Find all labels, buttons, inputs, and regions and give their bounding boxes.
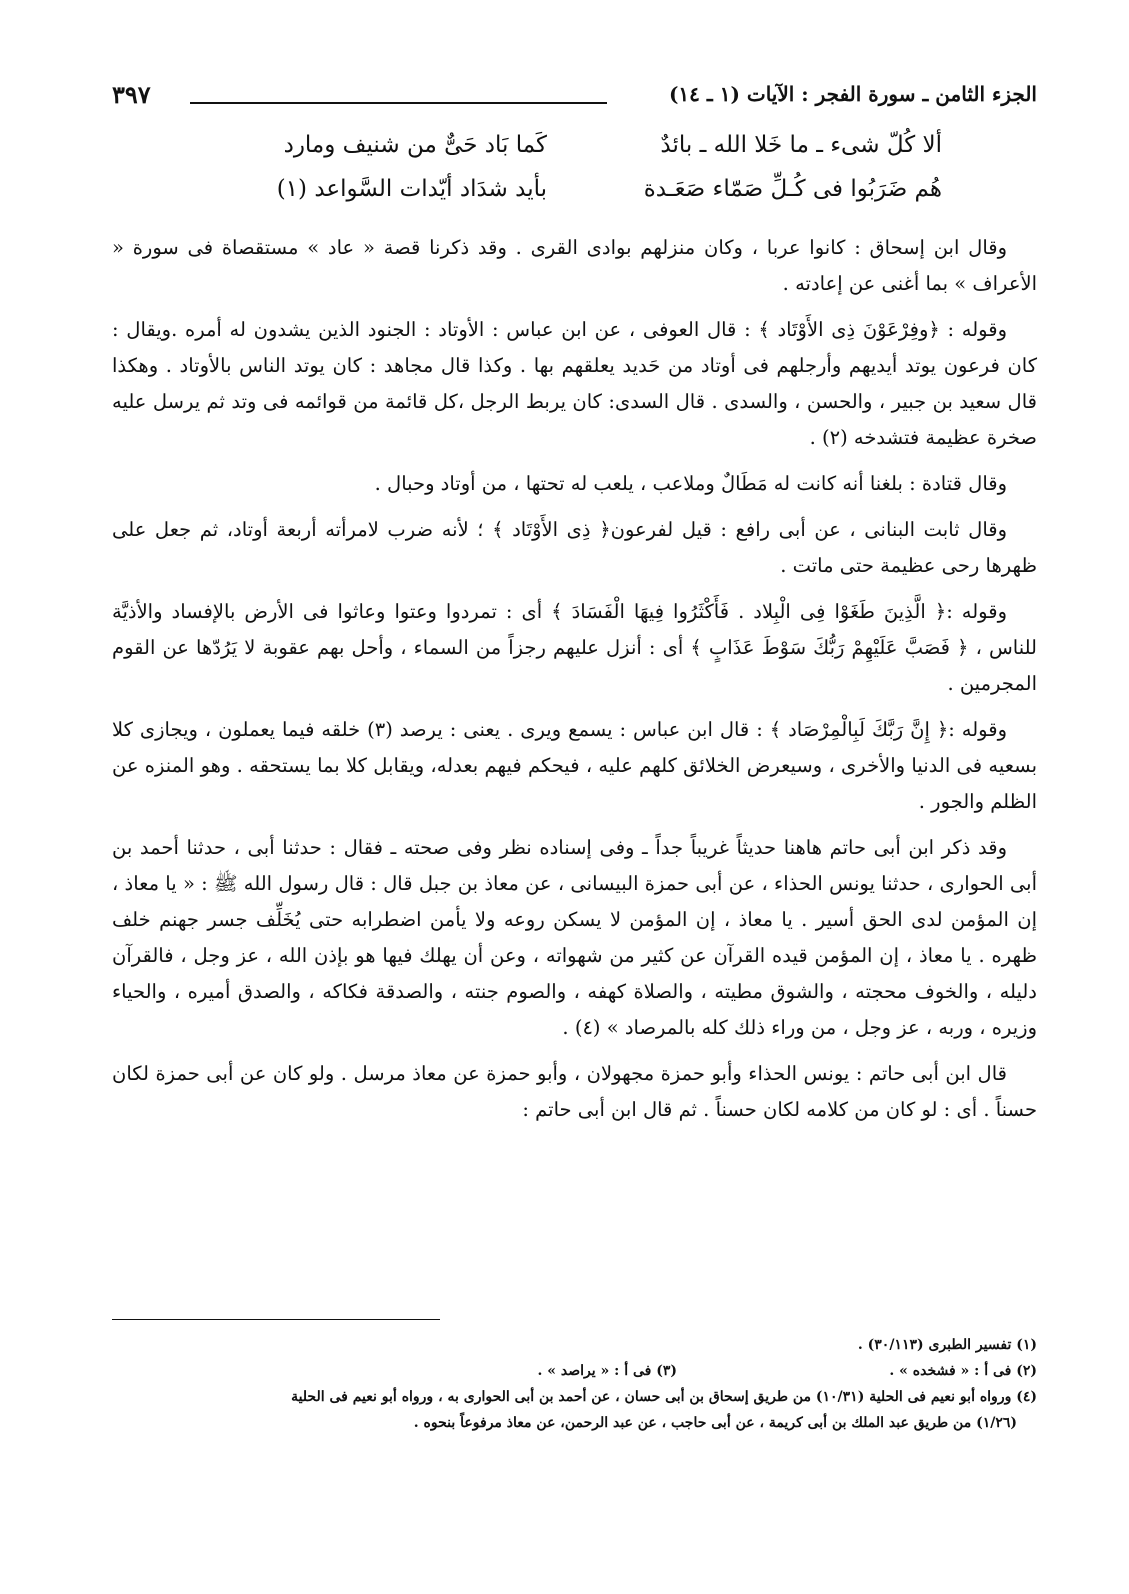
verse-second-hemistich: كَما بَاد حَىٌّ من شنيف ومارد bbox=[283, 132, 547, 158]
paragraph: وقد ذكر ابن أبى حاتم هاهنا حديثاً غريباً جداً ـ وفى إسناده نظر وفى صحته ـ فقال : حدثنا أبى ، حدثنا أحمد بن أبى الحوارى ، حدثنا يونس الحذاء ، عن أبى حمزة البيسانى ، عن معاذ بن جبل قال : قال رسول الله ﷺ : « يا معاذ ، إن المؤمن لدى الحق أسير . يا معاذ ، إن المؤمن لا يسكن روعه ولا يأمن اضطرابه حتى يُخَلِّف جسر جهنم خلف ظهره . يا معاذ ، إن المؤمن قيده القرآن عن كثير من شهواته ، وعن أن يهلك فيها هو بإذن الله ، عز وجل ، فالقرآن دليله ، والخوف محجته ، والشوق مطيته ، والصلاة كهفه ، والصوم جنته ، والصدقة فكاكه ، والصدق أميره ، والحياء وزيره ، وربه ، عز وجل ، من وراء ذلك كله بالمرصاد » (٤) . bbox=[112, 836, 1037, 1039]
page-header bbox=[112, 80, 1037, 120]
paragraph: وقوله :﴿ إِنَّ رَبَّكَ لَبِالْمِرْصَاد ﴾ : قال ابن عباس : يسمع ويرى . يعنى : يرصد (٣) خلقه فيما يعملون ، ويجازى كلا بسعيه فى الدنيا والأخرى ، وسيعرض الخلائق كلهم عليه ، فيحكم فيهم بعدله، ويقابل كلا بما يستحقه . وهو المنزه عن الظلم والجور . bbox=[112, 718, 1037, 813]
verse-line bbox=[112, 172, 1037, 216]
footnote-1: (١) تفسير الطبرى (٣٠/١١٣) . bbox=[857, 1337, 1037, 1353]
verse-line bbox=[112, 128, 1037, 172]
footnote-3: (٣) فى أ : « يراصد » . bbox=[537, 1363, 677, 1379]
paragraph: وقوله : ﴿وفِرْعَوْنَ ذِى الأَوْتَاد ﴾ : قال العوفى ، عن ابن عباس : الأوتاد : الجنود الذين يشدون له أمره .ويقال : كان فرعون يوتد أيديهم وأرجلهم فى أوتاد من حَديد يعلقهم بها . وكذا قال مجاهد : كان يوتد الناس بالأوتاد . وهكذا قال سعيد بن جبير ، والحسن ، والسدى . قال السدى: كان يربط الرجل ،كل قائمة من قوائمه فى وتد ثم يرسل عليه صخرة عظيمة فتشدخه (٢) . bbox=[112, 318, 1037, 449]
header-rule bbox=[190, 102, 607, 104]
running-header-title: الجزء الثامن ـ سورة الفجر : الآيات (١ ـ ١٤) bbox=[668, 82, 1037, 106]
page-number: ٣٩٧ bbox=[112, 80, 151, 109]
verse-first-hemistich: ألا كُلّ شىء ـ ما خَلا الله ـ بائدٌ bbox=[660, 132, 942, 158]
body-text bbox=[112, 230, 1037, 1138]
verse-first-hemistich: هُم ضَرَبُوا فى كُـلِّ صَمّاء صَعَـدة bbox=[643, 176, 942, 202]
paragraph: وقال ثابت البنانى ، عن أبى رافع : قيل لفرعون﴿ ذِى الأَوْتَاد ﴾ ؛ لأنه ضرب لامرأته أربعة أوتاد، ثم جعل على ظهرها رحى عظيمة حتى ماتت . bbox=[112, 518, 1037, 577]
poetry-verses bbox=[112, 128, 1037, 216]
footnotes bbox=[112, 1332, 1037, 1436]
verse-second-hemistich: بأيد شدَاد أيّدات السَّواعد (١) bbox=[276, 176, 547, 202]
footnote-2: (٢) فى أ : « فشخده » . bbox=[889, 1363, 1037, 1379]
paragraph: وقال ابن إسحاق : كانوا عربا ، وكان منزلهم بوادى القرى . وقد ذكرنا قصة « عاد » مستقصاة فى سورة « الأعراف » بما أغنى عن إعادته . bbox=[112, 236, 1037, 295]
paragraph: وقوله :﴿ الَّذِينَ طَغَوْا فِى الْبِلاد . فَأَكْثَرُوا فِيهَا الْفَسَادَ ﴾ أى : تمردوا وعتوا وعاثوا فى الأرض بالإفساد والأذيَّة للناس ، ﴿ فَصَبَّ عَلَيْهِمْ رَبُّكَ سَوْطَ عَذَابٍ ﴾ أى : أنزل عليهم رجزاً من السماء ، وأحل بهم عقوبة لا يَرُدّها عن القوم المجرمين . bbox=[112, 600, 1037, 695]
footnote-row bbox=[112, 1358, 1037, 1384]
book-page bbox=[112, 70, 1037, 1550]
paragraph: وقال قتادة : بلغنا أنه كانت له مَطَالٌ وملاعب ، يلعب له تحتها ، من أوتاد وحبال . bbox=[374, 472, 1007, 495]
footnote-separator bbox=[112, 1319, 440, 1320]
paragraph: قال ابن أبى حاتم : يونس الحذاء وأبو حمزة مجهولان ، وأبو حمزة عن معاذ مرسل . ولو كان عن أبى حمزة لكان حسناً . أى : لو كان من كلامه لكان حسناً . ثم قال ابن أبى حاتم : bbox=[112, 1062, 1037, 1121]
footnote-4: (٤) ورواه أبو نعيم فى الحلية (١٠/٣١) من طريق إسحاق بن أبى حسان ، عن أحمد بن أبى الحوارى به ، ورواه أبو نعيم فى الحلية bbox=[291, 1389, 1037, 1405]
footnote-4-continuation: (١/٢٦) من طريق عبد الملك بن أبى كريمة ، عن أبى حاجب ، عن عبد الرحمن، عن معاذ مرفوعاً بنحوه . bbox=[413, 1415, 1017, 1431]
